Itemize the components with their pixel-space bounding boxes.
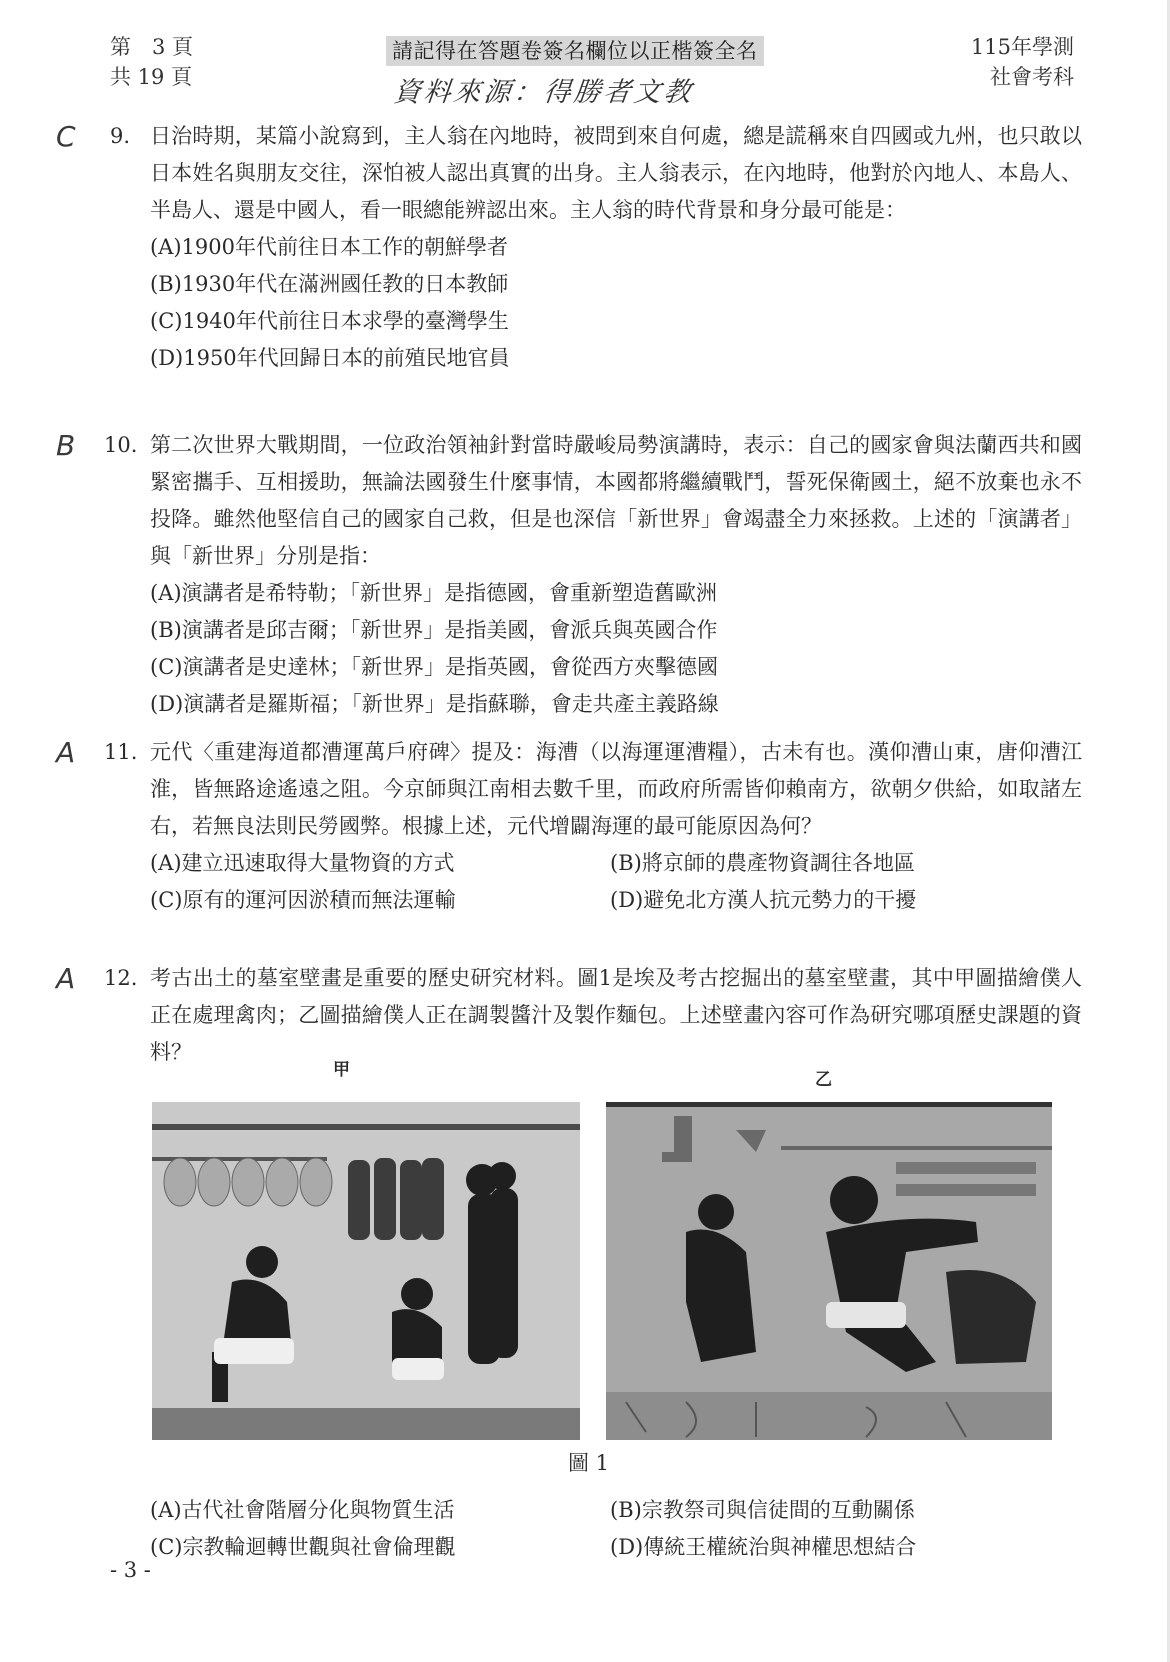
option-d: (D)傳統王權統治與神權思想結合 (610, 1535, 917, 1559)
question-stem: 元代〈重建海道都漕運萬戶府碑〉提及：海漕（以海運運漕糧），古未有也。漢仰漕山東，唐仰漕江淮，皆無路途遙遠之阻。今京師與江南相去數千里，而政府所需皆仰賴南方，欲朝夕供給，如取諸左右，若無良法則民勞國弊。根據上述，元代增闢海運的最可能原因為何？ (150, 740, 1082, 838)
page-indicator (110, 32, 193, 92)
figure-label-yi: 乙 (815, 1070, 832, 1090)
option-d: (D)演講者是羅斯福；「新世界」是指蘇聯，會走共產主義路線 (150, 692, 719, 716)
option-a: (A)1900年代前往日本工作的朝鮮學者 (150, 235, 508, 259)
question-number: 11. (104, 740, 138, 764)
exam-subject: 社會考科 (990, 65, 1074, 89)
question-12 (0, 960, 1170, 1071)
question-number: 10. (104, 433, 138, 457)
option-d: (D)1950年代回歸日本的前殖民地官員 (150, 346, 510, 370)
option-a: (A)演講者是希特勒；「新世界」是指德國，會重新塑造舊歐洲 (150, 581, 718, 605)
option-a: (A)古代社會階層分化與物質生活 (150, 1498, 455, 1522)
question-number: 12. (104, 966, 138, 990)
question-stem: 日治時期，某篇小說寫到，主人翁在內地時，被問到來自何處，總是謊稱來自四國或九州，也只敢以日本姓名與朋友交往，深怕被人認出真實的出身。主人翁表示，在內地時，他對於內地人、本島人、半島人、還是中國人，看一眼總能辨認出來。主人翁的時代背景和身分最可能是： (150, 124, 1082, 222)
page-number-footer: - 3 - (110, 1558, 151, 1582)
option-d: (D)避免北方漢人抗元勢力的干擾 (610, 888, 917, 912)
exam-title: 115年學測 (970, 35, 1074, 59)
question-stem: 考古出土的墓室壁畫是重要的歷史研究材料。圖1是埃及考古挖掘出的墓室壁畫，其中甲圖描繪僕人正在處理禽肉；乙圖描繪僕人正在調製醬汁及製作麵包。上述壁畫內容可作為研究哪項歷史課題的資料？ (150, 966, 1082, 1064)
question-12-options (0, 1492, 1170, 1566)
options-grid (150, 1492, 1170, 1566)
figure-1 (0, 1060, 1170, 1440)
handwritten-source-note: 資料來源：得勝者文教 (392, 77, 696, 108)
options-grid (150, 845, 1170, 919)
handwritten-answer-mark: C (56, 120, 76, 153)
handwritten-answer-mark: A (56, 736, 76, 769)
question-11 (0, 734, 1170, 919)
option-c: (C)演講者是史達林；「新世界」是指英國，會從西方夾擊德國 (150, 655, 718, 679)
tomb-painting-yi-illustration (606, 1102, 1052, 1440)
question-number: 9. (110, 124, 131, 148)
handwritten-answer-mark: A (56, 962, 76, 995)
option-b: (B)宗教祭司與信徒間的互動關係 (610, 1498, 915, 1522)
exam-info (971, 32, 1074, 92)
figure-caption: 圖 1 (568, 1451, 610, 1475)
question-10 (0, 427, 1170, 723)
option-c: (C)1940年代前往日本求學的臺灣學生 (150, 309, 509, 333)
option-c: (C)宗教輪迴轉世觀與社會倫理觀 (150, 1535, 456, 1559)
tomb-painting-jia-illustration (152, 1102, 580, 1440)
question-stem: 第二次世界大戰期間，一位政治領袖針對當時嚴峻局勢演講時，表示：自己的國家會與法蘭西共和國緊密攜手、互相援助，無論法國發生什麼事情，本國都將繼續戰鬥，誓死保衛國土，絕不放棄也永不投降。雖然他堅信自己的國家自己救，但是也深信「新世界」會竭盡全力來拯救。上述的「演講者」與「新世界」分別是指： (150, 433, 1082, 568)
current-page-label: 第 3 頁 (110, 35, 194, 59)
tomb-painting-jia-image (152, 1102, 580, 1440)
figure-label-jia: 甲 (333, 1060, 350, 1080)
question-9 (0, 118, 1170, 377)
option-b: (B)將京師的農產物資調往各地區 (610, 851, 915, 875)
option-a: (A)建立迅速取得大量物資的方式 (150, 851, 455, 875)
total-pages-label: 共 19 頁 (110, 65, 193, 89)
sign-reminder-banner: 請記得在答題卷簽名欄位以正楷簽全名 (386, 36, 764, 66)
option-b: (B)1930年代在滿洲國任教的日本教師 (150, 272, 509, 296)
header-center (386, 36, 804, 109)
tomb-painting-yi-image (606, 1102, 1052, 1440)
option-b: (B)演講者是邱吉爾；「新世界」是指美國，會派兵與英國合作 (150, 618, 718, 642)
option-c: (C)原有的運河因淤積而無法運輸 (150, 888, 456, 912)
handwritten-answer-mark: B (56, 429, 76, 462)
